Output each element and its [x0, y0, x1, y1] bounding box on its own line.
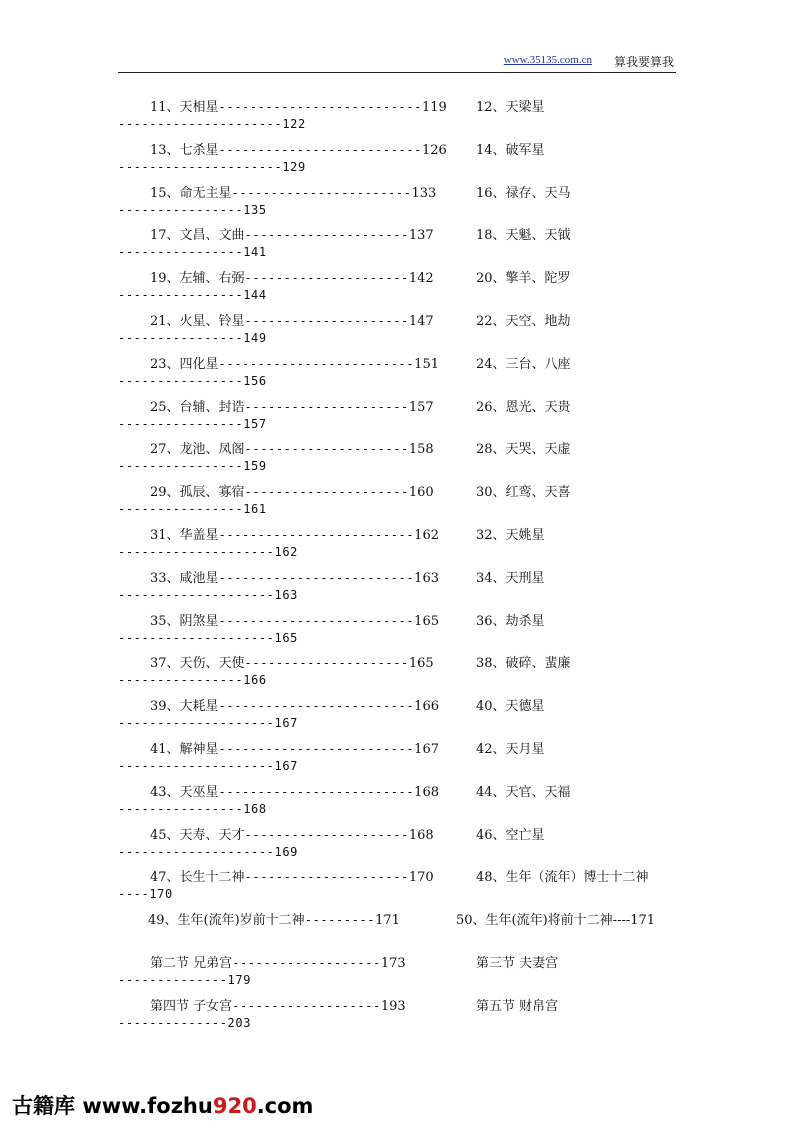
toc-left-leader: ------------------- — [232, 998, 381, 1013]
toc-left-item[interactable] — [150, 182, 436, 201]
toc-entry — [118, 224, 678, 267]
toc-left-page: 165 — [414, 613, 439, 629]
site-url-link[interactable]: www.35135.com.cn — [503, 54, 592, 66]
toc-entry — [118, 824, 678, 867]
toc-continuation-line — [118, 203, 267, 223]
toc-cont-page: 157 — [243, 416, 267, 431]
toc-cont-leader: ---------------- — [118, 673, 244, 688]
toc-left-leader: --------------------- — [244, 656, 409, 671]
toc-left-item[interactable] — [150, 695, 439, 714]
toc-left-leader: --------------------- — [244, 442, 409, 457]
toc-entry — [118, 310, 678, 353]
toc-right-label[interactable]: 28、天哭、天虚 — [476, 442, 571, 458]
toc-continuation-line — [118, 502, 267, 522]
toc-cont-leader: ---------------- — [118, 373, 244, 388]
toc-entry — [118, 438, 678, 481]
toc-left-page: 119 — [422, 100, 447, 115]
toc-left-item[interactable] — [150, 781, 439, 800]
toc-entry-line — [118, 481, 678, 501]
toc-continuation-line — [118, 887, 173, 907]
toc-right-label[interactable]: 12、天梁星 — [476, 100, 545, 115]
toc-right-label[interactable]: 26、恩光、天贵 — [476, 399, 571, 415]
toc-left-item[interactable] — [150, 610, 439, 629]
toc-entry-line — [118, 610, 678, 630]
toc-right-label[interactable]: 46、空亡星 — [476, 827, 545, 843]
toc-cont-leader: -------------------- — [118, 716, 275, 731]
toc-cont-page: 203 — [227, 1015, 252, 1030]
toc-left-item[interactable] — [150, 353, 439, 372]
toc-entry — [118, 995, 678, 1038]
toc-left-item[interactable] — [150, 866, 434, 885]
toc-cont-page: 170 — [149, 887, 173, 902]
toc-left-label: 49、生年(流年)岁前十二神 — [148, 913, 305, 929]
toc-left-page: 170 — [408, 870, 434, 886]
toc-cont-page: 159 — [243, 459, 267, 474]
toc-entry — [118, 96, 678, 139]
toc-left-leader: ------------------------- — [218, 570, 415, 585]
toc-left-label: 33、咸池星 — [150, 570, 219, 586]
toc-entry-line — [118, 652, 678, 672]
toc-cont-leader: -------------------- — [118, 758, 275, 773]
toc-cont-page: 122 — [282, 117, 306, 131]
toc-cont-page: 167 — [274, 716, 298, 731]
toc-right-label[interactable]: 24、三台、八座 — [476, 356, 571, 372]
toc-entry-line — [118, 952, 678, 972]
toc-left-item[interactable] — [150, 438, 434, 457]
toc-cont-leader: -------------------- — [118, 544, 275, 559]
toc-left-page: 193 — [380, 998, 406, 1014]
toc-left-item[interactable] — [150, 567, 439, 586]
footer-brand-prefix: www.fozhu — [82, 1094, 213, 1118]
toc-cont-page: 169 — [274, 844, 298, 859]
toc-left-page: 162 — [414, 527, 439, 543]
toc-entry-line — [118, 96, 678, 116]
toc-left-item[interactable] — [150, 995, 406, 1014]
toc-cont-page: 161 — [243, 502, 267, 517]
toc-entry-line — [118, 396, 678, 416]
toc-cont-page: 179 — [227, 972, 252, 987]
toc-cont-page: 163 — [274, 587, 298, 602]
toc-right-label[interactable]: 44、天官、天福 — [476, 784, 571, 800]
toc-entry-line — [118, 438, 678, 458]
toc-left-page: 167 — [414, 741, 439, 757]
toc-left-leader: --------------------- — [244, 271, 409, 286]
toc-entry — [118, 481, 678, 524]
toc-left-page: 173 — [380, 955, 406, 971]
toc-cont-leader: ---------------- — [118, 202, 244, 217]
toc-left-label: 19、左辅、右弼 — [150, 271, 245, 287]
toc-cont-leader: ---------------- — [118, 502, 244, 517]
toc-continuation-line — [118, 160, 306, 180]
toc-entry-line — [118, 866, 678, 886]
toc-left-item[interactable] — [150, 481, 434, 500]
toc-cont-page: 166 — [243, 673, 267, 688]
toc-left-label: 35、阴煞星 — [150, 613, 219, 629]
toc-entry — [118, 738, 678, 781]
toc-cont-page: 156 — [243, 373, 267, 388]
toc-left-label: 47、长生十二神 — [150, 870, 245, 886]
toc-cont-leader: ---------------- — [118, 288, 244, 303]
toc-entry-line — [118, 738, 678, 758]
toc-continuation-line — [118, 331, 267, 351]
toc-continuation-line — [118, 417, 267, 437]
toc-left-item[interactable] — [150, 96, 447, 115]
toc-left-page: 166 — [414, 699, 439, 715]
toc-right-label[interactable]: 50、生年(流年)将前十二神----171 — [456, 913, 656, 929]
toc-continuation-line — [118, 802, 267, 822]
toc-left-item[interactable] — [150, 396, 434, 415]
toc-left-label: 25、台辅、封诰 — [150, 399, 245, 415]
toc-right-label[interactable]: 32、天姚星 — [476, 527, 545, 543]
toc-entry-line — [118, 781, 678, 801]
site-title: 算我要算我 — [613, 55, 674, 69]
toc-left-item[interactable] — [150, 652, 434, 671]
toc-cont-leader: ---------------- — [118, 330, 244, 345]
toc-cont-leader: -------------- — [118, 972, 228, 987]
toc-entry — [118, 952, 678, 995]
toc-cont-page: 149 — [243, 330, 267, 345]
toc-entry — [118, 610, 678, 653]
toc-left-item[interactable] — [150, 824, 434, 843]
toc-entry — [118, 267, 678, 310]
toc-cont-page: 129 — [282, 159, 306, 174]
toc-left-label: 15、命无主星 — [150, 185, 232, 201]
toc-left-leader: ------------------------- — [218, 741, 415, 756]
toc-cont-leader: -------------------- — [118, 844, 275, 859]
toc-entry-line — [118, 524, 678, 544]
toc-left-leader: ------------------- — [232, 955, 381, 970]
toc-cont-leader: -------------------- — [118, 630, 275, 645]
toc-continuation-line — [118, 759, 298, 779]
toc-left-label: 41、解神星 — [150, 741, 219, 757]
toc-left-page: 171 — [375, 913, 400, 929]
toc-left-item[interactable] — [150, 310, 434, 329]
toc-entry-line — [118, 353, 678, 373]
toc-left-page: 168 — [414, 784, 439, 800]
toc-left-page: 137 — [408, 228, 434, 244]
toc-left-label: 45、天寿、天才 — [150, 827, 245, 843]
toc-entry-line — [118, 909, 678, 929]
toc-left-label: 29、孤辰、寡宿 — [150, 485, 245, 501]
toc-left-leader: --------------------- — [244, 399, 409, 414]
toc-left-page: 160 — [408, 485, 434, 501]
toc-cont-leader: ---------------- — [118, 801, 244, 816]
toc-left-label: 第四节 子女宫 — [150, 998, 233, 1014]
toc-cont-page: 135 — [243, 202, 267, 217]
toc-left-label: 27、龙池、凤阁 — [150, 442, 245, 458]
toc-entry — [118, 866, 678, 909]
toc-entry — [118, 353, 678, 396]
toc-left-page: 147 — [408, 313, 434, 329]
toc-entry — [118, 524, 678, 567]
toc-cont-leader: ---------------- — [118, 459, 244, 474]
toc-entry-line — [118, 267, 678, 287]
toc-left-leader: --------------------- — [244, 827, 409, 842]
toc-entry-line — [118, 995, 678, 1015]
toc-left-label: 31、华盖星 — [150, 527, 219, 543]
toc-left-item[interactable] — [150, 952, 406, 971]
footer-brand-cn: 古籍库 — [12, 1094, 83, 1118]
toc-left-label: 17、文昌、文曲 — [150, 228, 245, 244]
toc-cont-leader: -------------------- — [118, 587, 275, 602]
toc-right-label[interactable]: 第三节 夫妻宫 — [476, 955, 559, 971]
toc-left-label: 21、火星、铃星 — [150, 313, 245, 329]
toc-entry-line — [118, 224, 678, 244]
toc-entry — [118, 909, 678, 952]
table-of-contents — [118, 96, 678, 1038]
toc-right-label[interactable]: 20、擎羊、陀罗 — [476, 271, 571, 287]
toc-cont-page: 144 — [243, 288, 267, 303]
toc-continuation-line — [118, 716, 298, 736]
toc-continuation-line — [118, 631, 298, 651]
toc-cont-page: 167 — [274, 758, 298, 773]
toc-right-label[interactable]: 48、生年（流年）博士十二神 — [476, 870, 649, 886]
toc-entry-line — [118, 139, 678, 159]
toc-left-leader: --------- — [304, 913, 376, 928]
toc-left-page: 157 — [408, 399, 434, 415]
toc-left-leader: ------------------------- — [218, 699, 415, 714]
toc-cont-leader: -------------- — [118, 1015, 228, 1030]
toc-left-leader: -------------------------- — [218, 142, 422, 157]
toc-left-leader: --------------------- — [244, 485, 409, 500]
toc-entry-line — [118, 310, 678, 330]
toc-cont-leader: ---------------- — [118, 416, 244, 431]
toc-cont-leader: ---------------- — [118, 245, 244, 260]
toc-continuation-line — [118, 545, 298, 565]
toc-continuation-line — [118, 845, 298, 865]
toc-continuation-line — [118, 288, 267, 308]
toc-entry — [118, 695, 678, 738]
toc-cont-page: 168 — [243, 801, 267, 816]
toc-right-label[interactable]: 30、红鸾、天喜 — [476, 485, 571, 501]
toc-right-label[interactable]: 42、天月星 — [476, 741, 545, 757]
toc-continuation-line — [118, 117, 306, 137]
footer-brand-number: 920 — [212, 1094, 257, 1118]
page-header — [118, 54, 676, 73]
toc-left-page: 142 — [408, 271, 434, 287]
toc-right-label[interactable]: 16、禄存、天马 — [476, 185, 571, 201]
toc-left-page: 168 — [408, 827, 434, 843]
toc-continuation-line — [118, 245, 267, 265]
toc-entry — [118, 567, 678, 610]
toc-cont-page: 141 — [243, 245, 267, 260]
toc-entry — [118, 652, 678, 695]
toc-right-label[interactable]: 22、天空、地劫 — [476, 313, 571, 329]
toc-right-label[interactable]: 36、劫杀星 — [476, 613, 545, 629]
toc-entry-line — [118, 824, 678, 844]
toc-left-leader: --------------------- — [244, 228, 409, 243]
toc-left-item[interactable] — [148, 909, 400, 928]
toc-left-page: 163 — [414, 570, 439, 586]
toc-continuation-line — [118, 374, 267, 394]
toc-left-label: 23、四化星 — [150, 356, 219, 372]
toc-left-leader: ------------------------- — [218, 613, 415, 628]
toc-left-leader: ------------------------- — [218, 527, 415, 542]
toc-left-item[interactable] — [150, 738, 439, 757]
toc-left-leader: -------------------------- — [218, 100, 422, 114]
toc-left-item[interactable] — [150, 524, 439, 543]
toc-continuation-line — [118, 459, 267, 479]
toc-entry-line — [118, 695, 678, 715]
toc-left-item[interactable] — [150, 139, 447, 158]
toc-entry — [118, 396, 678, 439]
toc-continuation-line — [118, 1016, 251, 1036]
toc-left-label: 第二节 兄弟宫 — [150, 955, 233, 971]
toc-left-page: 126 — [422, 142, 447, 158]
toc-entry — [118, 182, 678, 225]
toc-right-label[interactable]: 34、天刑星 — [476, 570, 545, 586]
toc-left-leader: ----------------------- — [231, 185, 412, 200]
toc-entry-line — [118, 182, 678, 202]
toc-left-leader: --------------------- — [244, 870, 409, 885]
toc-left-item[interactable] — [150, 224, 434, 243]
toc-left-page: 158 — [408, 442, 434, 458]
toc-left-label: 39、大耗星 — [150, 699, 219, 715]
toc-left-item[interactable] — [150, 267, 434, 286]
toc-left-leader: --------------------- — [244, 313, 409, 328]
toc-continuation-line — [118, 588, 298, 608]
toc-left-label: 43、天巫星 — [150, 784, 219, 800]
footer-brand-suffix: .com — [256, 1094, 314, 1118]
toc-right-label[interactable]: 38、破碎、蜚廉 — [476, 656, 571, 672]
toc-left-page: 133 — [411, 185, 437, 201]
toc-left-label: 11、天相星 — [150, 100, 219, 115]
toc-left-leader: ------------------------- — [218, 784, 415, 799]
toc-cont-leader: --------------------- — [118, 159, 283, 174]
toc-continuation-line — [118, 973, 251, 993]
toc-right-label[interactable]: 14、破军星 — [476, 142, 545, 158]
toc-cont-page: 162 — [274, 544, 298, 559]
toc-entry — [118, 781, 678, 824]
toc-left-page: 165 — [408, 656, 434, 672]
toc-left-label: 37、天伤、天使 — [150, 656, 245, 672]
toc-right-label[interactable]: 18、天魁、天钺 — [476, 228, 571, 244]
toc-entry — [118, 139, 678, 182]
toc-entry-line — [118, 567, 678, 587]
toc-left-page: 151 — [414, 356, 439, 372]
toc-right-label[interactable]: 第五节 财帛宫 — [476, 998, 559, 1014]
toc-cont-leader: ---- — [118, 887, 150, 902]
toc-continuation-line — [118, 673, 267, 693]
toc-cont-leader: --------------------- — [118, 117, 283, 131]
toc-cont-page: 165 — [274, 630, 298, 645]
toc-left-label: 13、七杀星 — [150, 142, 219, 158]
footer-brand — [12, 1090, 313, 1120]
toc-right-label[interactable]: 40、天德星 — [476, 699, 545, 715]
toc-left-leader: ------------------------- — [218, 356, 415, 371]
